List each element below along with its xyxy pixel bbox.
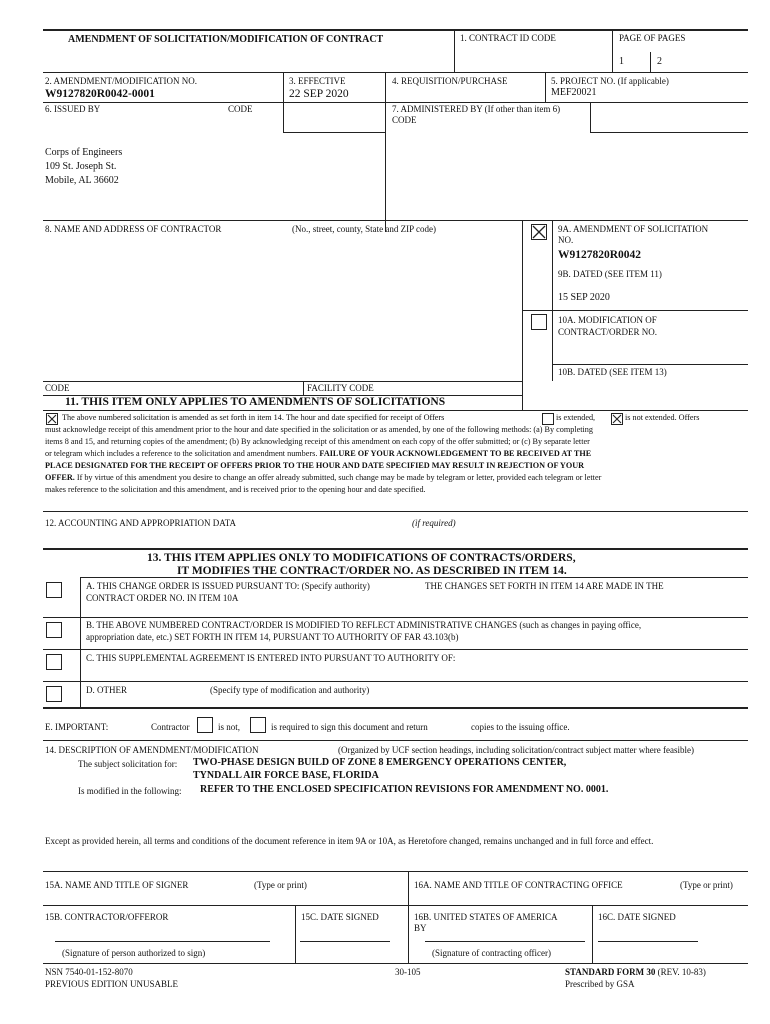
standard-form-name: STANDARD FORM 30 (565, 967, 656, 977)
item-9a-label-no: NO. (558, 235, 574, 245)
subject-line-2: TYNDALL AIR FORCE BASE, FLORIDA (193, 770, 379, 781)
rule (43, 649, 748, 650)
form-title: AMENDMENT OF SOLICITATION/MODIFICATION OF CONTRACT (68, 34, 384, 45)
standard-form (565, 967, 706, 978)
item-11-text-line-1: The above numbered solicitation is amended as set forth in item 14. The hour and date specified for receipt of Offers (62, 413, 445, 422)
signer-name-hint: (Type or print) (254, 880, 307, 890)
item-11-text-line-6b: If by virtue of this amendment you desire to change an offer already submitted, such change may be made by telegram or letter, provided each telegram or letter (76, 473, 602, 482)
facility-code-label: FACILITY CODE (307, 383, 374, 393)
item-13d-hint: (Specify type of modification and authority) (210, 685, 370, 695)
item-11-text-line-6 (45, 472, 601, 484)
divider (303, 381, 304, 395)
modified-text: REFER TO THE ENCLOSED SPECIFICATION REVISIONS FOR AMENDMENT NO. 0001. (200, 784, 609, 795)
item-11-text-line-4a: or telegram which includes a reference to the solicitation and amendment numbers. (45, 449, 318, 458)
contract-id-label: 1. CONTRACT ID CODE (460, 33, 556, 43)
item-13-heading-2: IT MODIFIES THE CONTRACT/ORDER NO. AS DESCRIBED IN ITEM 14. (177, 565, 567, 577)
rule (552, 364, 748, 365)
important-is-not: is not, (218, 722, 241, 732)
rule (43, 511, 748, 512)
top-border (43, 29, 748, 31)
contractor-label: 8. NAME AND ADDRESS OF CONTRACTOR (45, 224, 222, 234)
is-not-extended-checkbox[interactable] (611, 413, 623, 425)
project-no-label: 5. PROJECT NO. (If applicable) (551, 76, 669, 86)
item-10a-label: 10A. MODIFICATION OF (558, 315, 657, 325)
rule (43, 72, 748, 73)
rule (43, 740, 748, 741)
important-contractor: Contractor (151, 722, 190, 732)
previous-edition: PREVIOUS EDITION UNUSABLE (45, 979, 178, 989)
item-13d-text: D. OTHER (86, 685, 127, 695)
date-signed-15c-label: 15C. DATE SIGNED (301, 912, 379, 922)
except-text: Except as provided herein, all terms and conditions of the document reference in item 9A or 10A, as Heretofore changed, remains unchanged and in full force and effect. (45, 836, 654, 846)
date-15c-line[interactable] (300, 941, 390, 942)
item-12-hint: (if required) (412, 518, 456, 528)
contractor-offeror-label: 15B. CONTRACTOR/OFFEROR (45, 912, 169, 922)
amendment-no-label: 2. AMENDMENT/MODIFICATION NO. (45, 76, 197, 86)
rule (43, 102, 748, 103)
important-copies: copies to the issuing office. (471, 722, 570, 732)
rule (43, 548, 748, 550)
signature-person-caption: (Signature of person authorized to sign) (62, 948, 206, 958)
check-x-icon (47, 414, 57, 424)
rule (43, 681, 748, 682)
item-10a-checkbox[interactable] (531, 314, 547, 330)
divider (590, 102, 591, 132)
administered-code-label: CODE (392, 115, 417, 125)
page-of-pages-label: PAGE OF PAGES (619, 33, 686, 43)
signer-name-label: 15A. NAME AND TITLE OF SIGNER (45, 880, 189, 890)
is-not-extended-label: is not extended. Offers (625, 413, 700, 422)
offer-word: OFFER. (45, 473, 75, 482)
effective-label: 3. EFFECTIVE (289, 76, 346, 86)
rule (80, 577, 748, 578)
check-x-icon (532, 225, 546, 239)
check-x-icon (612, 414, 622, 424)
divider (650, 52, 651, 72)
failure-warning: FAILURE OF YOUR ACKNOWLEDGEMENT TO BE RECEIVED AT THE (319, 449, 592, 458)
nsn-number: NSN 7540-01-152-8070 (45, 967, 133, 977)
item-13a-text-1: A. THIS CHANGE ORDER IS ISSUED PURSUANT TO: (Specify authority) (86, 581, 370, 591)
rule (522, 310, 748, 311)
item-13a-text-2: CONTRACT ORDER NO. IN ITEM 10A (86, 593, 239, 603)
contracting-office-hint: (Type or print) (680, 880, 733, 890)
administered-by-label: 7. ADMINISTERED BY (If other than item 6) (392, 104, 561, 114)
rule (590, 132, 748, 133)
rule (43, 871, 748, 872)
item-13-heading-1: 13. THIS ITEM APPLIES ONLY TO MODIFICATIONS OF CONTRACTS/ORDERS, (147, 552, 576, 564)
rule (43, 220, 748, 221)
issuer-address-line-3: Mobile, AL 36602 (45, 175, 119, 186)
item-11-text-line-2: must acknowledge receipt of this amendment prior to the hour and date specified in the solicitation or as amended, by one of the following methods: (a) By completing (45, 425, 593, 434)
item-13b-text-2: appropriation date, etc.) SET FORTH IN ITEM 14, PURSUANT TO AUTHORITY OF FAR 43.103(b) (86, 632, 459, 642)
item-11-heading: 11. THIS ITEM ONLY APPLIES TO AMENDMENTS OF SOLICITATIONS (65, 396, 446, 408)
divider (545, 72, 546, 102)
prescribed-by: Prescribed by GSA (565, 979, 635, 989)
item-11-text-line-3: items 8 and 15, and returning copies of the amendment; (b) By acknowledging receipt of this amendment on each copy of the offer submitted; or (c) By separate letter (45, 437, 590, 446)
date-signed-16c-label: 16C. DATE SIGNED (598, 912, 676, 922)
important-is-required: is required to sign this document and return (271, 722, 428, 732)
contracting-office-label: 16A. NAME AND TITLE OF CONTRACTING OFFICE (414, 880, 623, 890)
usa-label: 16B. UNITED STATES OF AMERICA (414, 912, 558, 922)
item-10b-label: 10B. DATED (SEE ITEM 13) (558, 367, 667, 377)
project-no-value: MEF20021 (551, 87, 597, 98)
signature-officer-caption: (Signature of contracting officer) (432, 948, 552, 958)
officer-signature-line[interactable] (425, 941, 585, 942)
item-13b-checkbox[interactable] (46, 622, 62, 638)
divider (385, 72, 386, 232)
item-13c-checkbox[interactable] (46, 654, 62, 670)
subject-prefix: The subject solicitation for: (78, 759, 178, 769)
rule (43, 963, 748, 964)
requisition-label: 4. REQUISITION/PURCHASE (392, 76, 508, 86)
important-label: E. IMPORTANT: (45, 722, 109, 732)
item-9a-value: W9127820R0042 (558, 249, 642, 261)
item-13d-checkbox[interactable] (46, 686, 62, 702)
is-required-checkbox[interactable] (250, 717, 266, 733)
modified-prefix: Is modified in the following: (78, 786, 182, 796)
item-14-label: 14. DESCRIPTION OF AMENDMENT/MODIFICATION (45, 745, 259, 755)
usa-by-label: BY (414, 923, 427, 933)
subject-line-1: TWO-PHASE DESIGN BUILD OF ZONE 8 EMERGENCY OPERATIONS CENTER, (193, 757, 567, 768)
item-11-text-line-7: makes reference to the solicitation and this amendment, and is received prior to the opening hour and date specified. (45, 485, 426, 494)
contractor-signature-line[interactable] (55, 941, 270, 942)
issued-by-label: 6. ISSUED BY (45, 104, 101, 114)
is-not-required-checkbox[interactable] (197, 717, 213, 733)
item-14-hint: (Organized by UCF section headings, including solicitation/contract subject matter where feasible) (338, 745, 694, 755)
page-count: 2 (657, 56, 662, 67)
item-9a-checkbox[interactable] (531, 224, 547, 240)
divider (295, 905, 296, 963)
item-9b-label: 9B. DATED (SEE ITEM 11) (558, 269, 662, 279)
issuer-address-line-2: 109 St. Joseph St. (45, 161, 117, 172)
item-13a-text-1b: THE CHANGES SET FORTH IN ITEM 14 ARE MADE IN THE (425, 581, 664, 591)
rule (43, 905, 748, 906)
item-9a-label: 9A. AMENDMENT OF SOLICITATION (558, 224, 709, 234)
contractor-code-label: CODE (45, 383, 70, 393)
rule (43, 617, 748, 618)
is-extended-label: is extended, (556, 413, 596, 422)
divider (592, 905, 593, 963)
item-12-label: 12. ACCOUNTING AND APPROPRIATION DATA (45, 518, 237, 528)
item-10a-label-2: CONTRACT/ORDER NO. (558, 327, 658, 337)
form-code: 30-105 (395, 967, 421, 977)
date-16c-line[interactable] (598, 941, 698, 942)
effective-date: 22 SEP 2020 (289, 88, 349, 100)
item-13a-checkbox[interactable] (46, 582, 62, 598)
contractor-hint: (No., street, county, State and ZIP code) (292, 224, 437, 234)
item-9b-value: 15 SEP 2020 (558, 292, 610, 303)
item-11-text-line-5: PLACE DESIGNATED FOR THE RECEIPT OF OFFERS PRIOR TO THE HOUR AND DATE SPECIFIED MAY RESULT IN REJECTION OF YOUR (45, 461, 585, 470)
issuer-address-line-1: Corps of Engineers (45, 147, 123, 158)
divider (408, 871, 409, 963)
divider (612, 29, 613, 72)
rule (43, 707, 748, 709)
rule (43, 381, 523, 382)
divider (454, 29, 455, 72)
divider (80, 577, 81, 707)
divider (552, 220, 553, 381)
standard-form-rev: (REV. 10-83) (657, 967, 706, 977)
issued-by-code-label: CODE (228, 104, 253, 114)
page-number: 1 (619, 56, 624, 67)
rule (43, 410, 748, 411)
amendment-no-value: W9127820R0042-0001 (45, 88, 155, 100)
rule (283, 132, 386, 133)
item-13b-text-1: B. THE ABOVE NUMBERED CONTRACT/ORDER IS MODIFIED TO REFLECT ADMINISTRATIVE CHANGES (such as changes in paying office, (86, 620, 642, 630)
item-13c-text: C. THIS SUPPLEMENTAL AGREEMENT IS ENTERED INTO PURSUANT TO AUTHORITY OF: (86, 653, 456, 663)
item-11-text-line-4 (45, 448, 591, 460)
